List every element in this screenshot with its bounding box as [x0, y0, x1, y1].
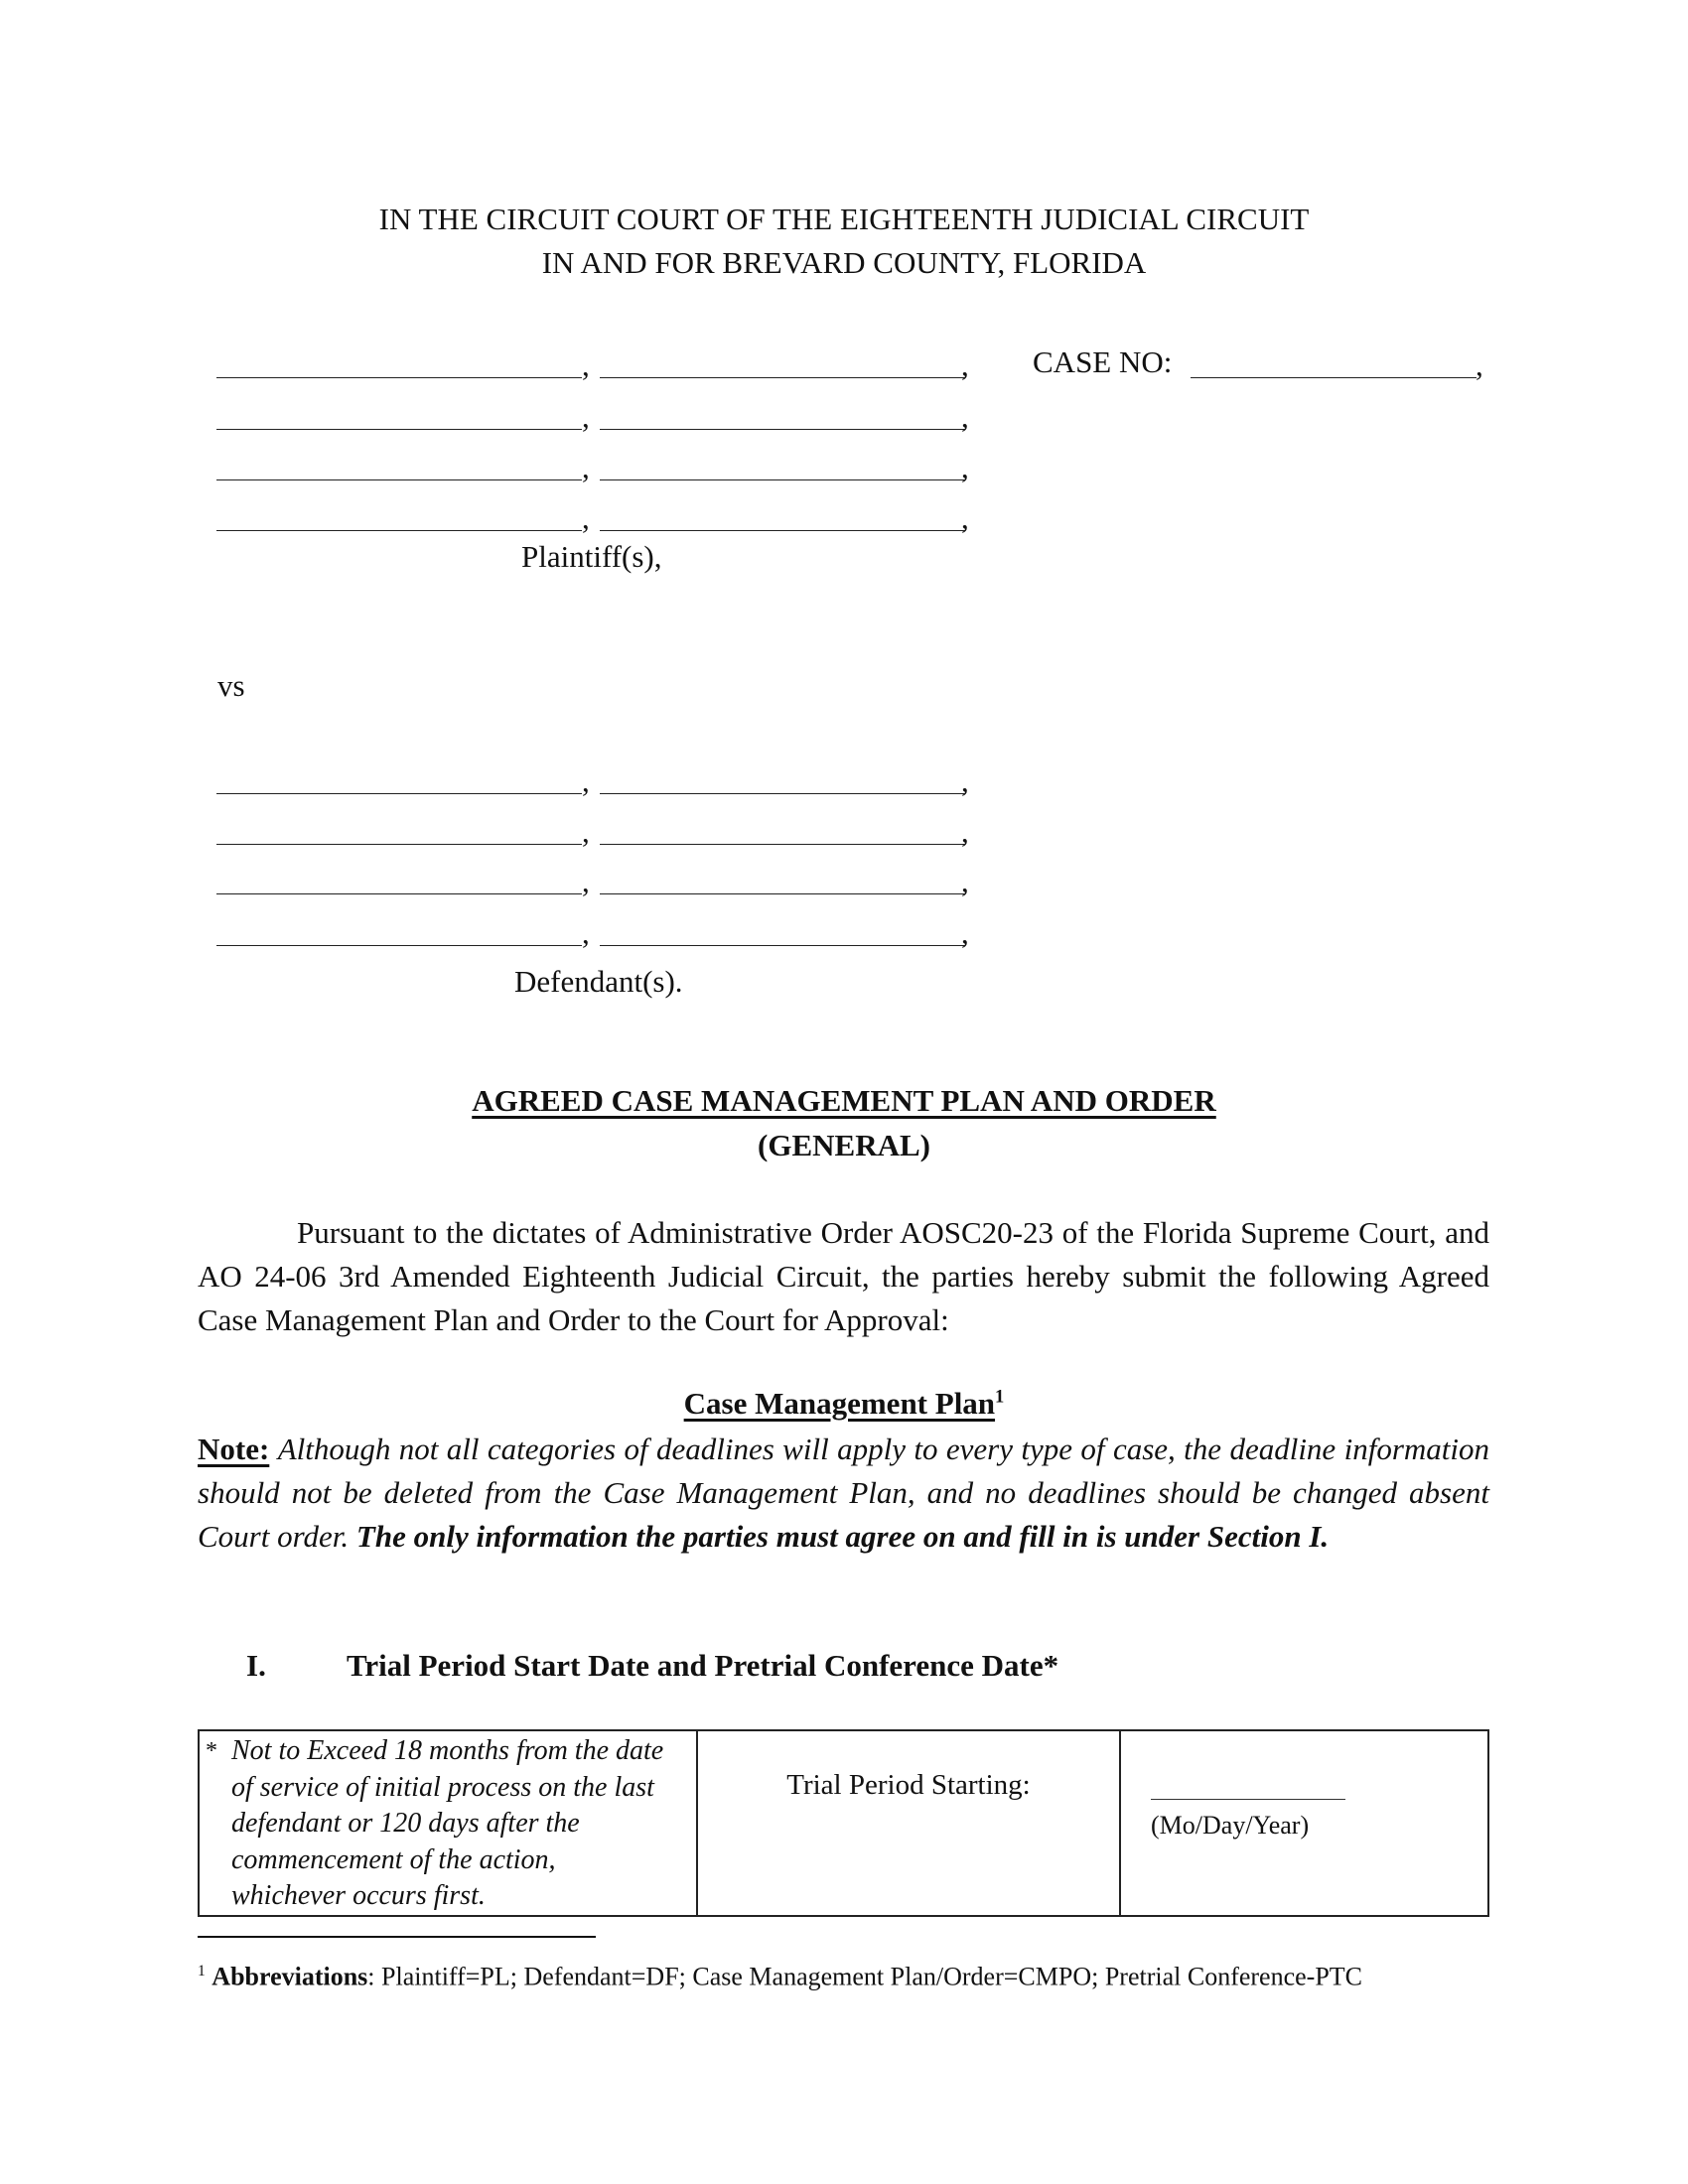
plaintiff-name-field[interactable]	[600, 502, 965, 531]
footnote-text: : Plaintiff=PL; Defendant=DF; Case Management Plan/Order=CMPO; Pretrial Conference-PTC	[367, 1962, 1363, 1991]
note-bold-text: The only information the parties must agree on and fill in is under Section I.	[355, 1519, 1330, 1554]
defendant-name-field[interactable]	[600, 917, 965, 946]
document-title: AGREED CASE MANAGEMENT PLAN AND ORDER	[472, 1083, 1216, 1118]
trial-date-field[interactable]	[1151, 1771, 1345, 1800]
plaintiff-name-field[interactable]	[216, 401, 582, 430]
comma: ,	[582, 500, 590, 535]
date-format-hint: (Mo/Day/Year)	[1151, 1811, 1310, 1840]
footnote-marker: 1	[198, 1963, 206, 1979]
section-heading: Trial Period Start Date and Pretrial Conference Date*	[347, 1648, 1059, 1683]
case-number-label: CASE NO:	[1033, 344, 1173, 379]
defendant-name-field[interactable]	[600, 765, 965, 794]
footnote-label: Abbreviations	[211, 1962, 368, 1991]
versus-label: vs	[217, 668, 245, 703]
plaintiff-name-field[interactable]	[600, 349, 965, 378]
trial-label-cell	[697, 1730, 1120, 1916]
plaintiff-name-field[interactable]	[216, 502, 582, 531]
comma: ,	[582, 915, 590, 950]
plaintiff-name-field[interactable]	[216, 349, 582, 378]
trial-date-cell	[1120, 1730, 1488, 1916]
defendant-label: Defendant(s).	[514, 964, 683, 999]
note-italic-text: Although not all categories of deadlines will apply to every type of case, the deadline information should not be deleted from the Case Management Plan, and no deadlines should be changed absent Court order.	[198, 1432, 1490, 1554]
defendant-name-field[interactable]	[216, 765, 582, 794]
condition-line: Not to Exceed 18 months from the date	[231, 1735, 664, 1766]
comma: ,	[582, 450, 590, 484]
trial-period-label: Trial Period Starting:	[786, 1769, 1031, 1801]
intro-text: Pursuant to the dictates of Administrative Order AOSC20-23 of the Florida Supreme Court, and AO 24-06 3rd Amended Eighteenth Judicial Circuit, the parties hereby submit the following Agreed Case Management Plan and Order to the Court for Approval:	[198, 1215, 1489, 1337]
defendant-name-field[interactable]	[216, 816, 582, 845]
defendant-name-field[interactable]	[216, 866, 582, 894]
footnote-ref: 1	[995, 1386, 1005, 1408]
comma: ,	[961, 864, 969, 898]
footnote	[198, 1956, 1489, 1993]
plaintiff-label: Plaintiff(s),	[521, 539, 662, 574]
comma: ,	[961, 763, 969, 798]
comma: ,	[961, 399, 969, 434]
trial-period-table	[198, 1729, 1489, 1917]
defendant-name-field[interactable]	[600, 816, 965, 845]
comma: ,	[961, 347, 969, 382]
case-number-field[interactable]	[1191, 349, 1477, 378]
comma: ,	[1476, 347, 1483, 382]
condition-line: commencement of the action,	[231, 1843, 556, 1875]
comma: ,	[961, 915, 969, 950]
comma: ,	[582, 864, 590, 898]
asterisk-icon: *	[206, 1738, 217, 1764]
comma: ,	[961, 814, 969, 849]
note-paragraph	[198, 1428, 1489, 1559]
document-subtitle: (GENERAL)	[758, 1128, 930, 1162]
plaintiff-name-field[interactable]	[216, 452, 582, 480]
court-name-line-2: IN AND FOR BREVARD COUNTY, FLORIDA	[541, 245, 1147, 280]
note-label: Note:	[198, 1432, 270, 1466]
intro-paragraph	[198, 1211, 1489, 1342]
trial-condition-cell	[199, 1730, 697, 1916]
defendant-name-field[interactable]	[600, 866, 965, 894]
plaintiff-name-field[interactable]	[600, 452, 965, 480]
court-name-line-1: IN THE CIRCUIT COURT OF THE EIGHTEENTH JUDICIAL CIRCUIT	[378, 202, 1310, 236]
comma: ,	[582, 399, 590, 434]
condition-line: defendant or 120 days after the	[231, 1808, 580, 1839]
plaintiff-name-field[interactable]	[600, 401, 965, 430]
condition-line: whichever occurs first.	[231, 1880, 486, 1911]
comma: ,	[961, 500, 969, 535]
plan-heading-text: Case Management Plan	[683, 1386, 996, 1421]
comma: ,	[582, 347, 590, 382]
condition-line: of service of initial process on the last	[231, 1771, 654, 1803]
plan-heading	[0, 1386, 1688, 1422]
defendant-name-field[interactable]	[216, 917, 582, 946]
footnote-separator	[198, 1936, 596, 1938]
comma: ,	[582, 814, 590, 849]
comma: ,	[582, 763, 590, 798]
section-numeral: I.	[246, 1648, 266, 1683]
comma: ,	[961, 450, 969, 484]
